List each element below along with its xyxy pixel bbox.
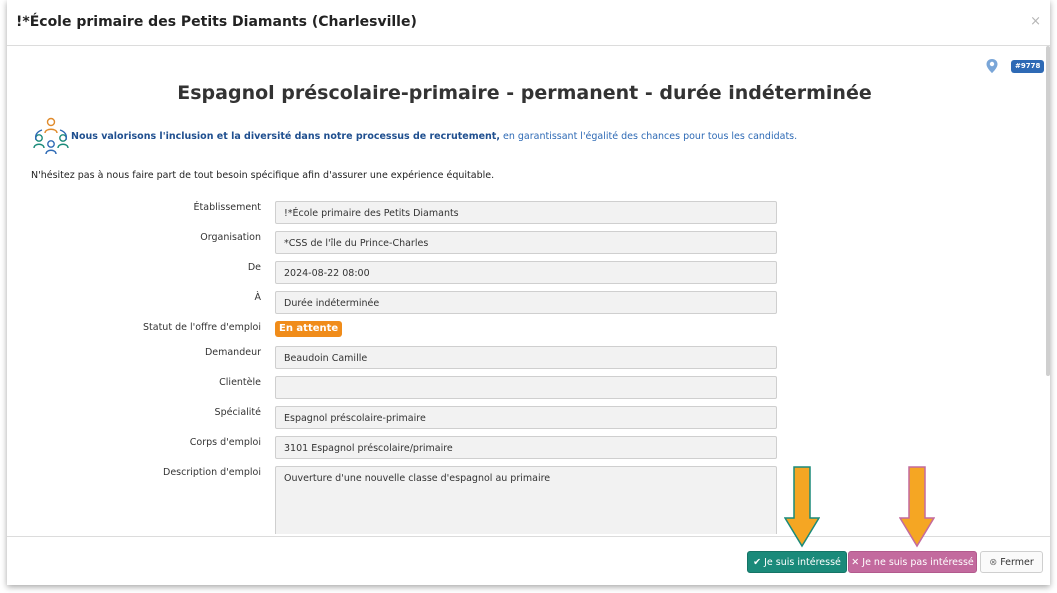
id-badge: #9778 [1011,60,1044,73]
field-de[interactable]: 2024-08-22 08:00 [275,261,777,284]
diversity-statement [31,116,1031,160]
status-badge: En attente [275,321,342,337]
field-etablissement[interactable]: !*École primaire des Petits Diamants [275,201,777,224]
row-clientele [7,376,1047,402]
label-etablissement: Établissement [193,202,261,213]
close-circle-icon: ⊗ [989,557,998,568]
label-description: Description d'emploi [163,467,261,478]
interested-label: Je suis intéressé [764,557,841,568]
check-icon: ✔ [753,557,762,568]
field-organisation[interactable]: *CSS de l'île du Prince-Charles [275,231,777,254]
label-specialite: Spécialité [214,407,261,418]
page-title: Espagnol préscolaire-primaire - permanent - durée indéterminée [177,82,872,104]
interested-button[interactable] [747,551,847,573]
row-statut [7,321,1047,347]
label-a: À [254,292,261,303]
field-clientele[interactable] [275,376,777,399]
row-a [7,291,1047,317]
row-etablissement [7,201,1047,227]
annotation-arrow-interested [784,466,820,548]
modal-title: !*École primaire des Petits Diamants (Charlesville) [16,14,417,30]
annotation-arrow-not-interested [899,466,935,548]
label-organisation: Organisation [200,232,261,243]
not-interested-label: Je ne suis pas intéressé [862,557,974,568]
row-corps [7,436,1047,462]
diversity-people-icon [31,116,71,156]
x-icon: ✕ [851,557,860,568]
row-de [7,261,1047,287]
modal-footer [7,536,1050,585]
close-icon[interactable]: × [1030,14,1041,29]
job-offer-modal [7,0,1050,585]
row-demandeur [7,346,1047,372]
label-corps: Corps d'emploi [189,437,261,448]
label-demandeur: Demandeur [204,347,261,358]
field-description[interactable]: Ouverture d'une nouvelle classe d'espagnol au primaire [275,466,777,534]
diversity-rest-text: en garantissant l'égalité des chances pour tous les candidats. [499,131,798,142]
not-interested-button[interactable] [848,551,977,573]
row-specialite [7,406,1047,432]
field-specialite[interactable]: Espagnol préscolaire-primaire [275,406,777,429]
modal-body [7,46,1047,534]
diversity-text [71,131,797,142]
row-organisation [7,231,1047,257]
label-statut: Statut de l'offre d'emploi [143,322,261,333]
field-corps[interactable]: 3101 Espagnol préscolaire/primaire [275,436,777,459]
map-pin-icon[interactable] [985,58,999,74]
close-label: Fermer [1000,557,1034,568]
close-button[interactable] [980,551,1043,573]
scrollbar[interactable] [1046,46,1050,376]
diversity-bold-text: Nous valorisons l'inclusion et la diversité dans notre processus de recrutement, [71,131,500,142]
label-de: De [247,262,261,273]
row-description [7,466,1047,534]
field-a[interactable]: Durée indéterminée [275,291,777,314]
field-demandeur[interactable]: Beaudoin Camille [275,346,777,369]
accessibility-note: N'hésitez pas à nous faire part de tout besoin spécifique afin d'assurer une expérience équitable. [31,170,495,181]
label-clientele: Clientèle [219,377,261,388]
modal-header [7,0,1050,46]
